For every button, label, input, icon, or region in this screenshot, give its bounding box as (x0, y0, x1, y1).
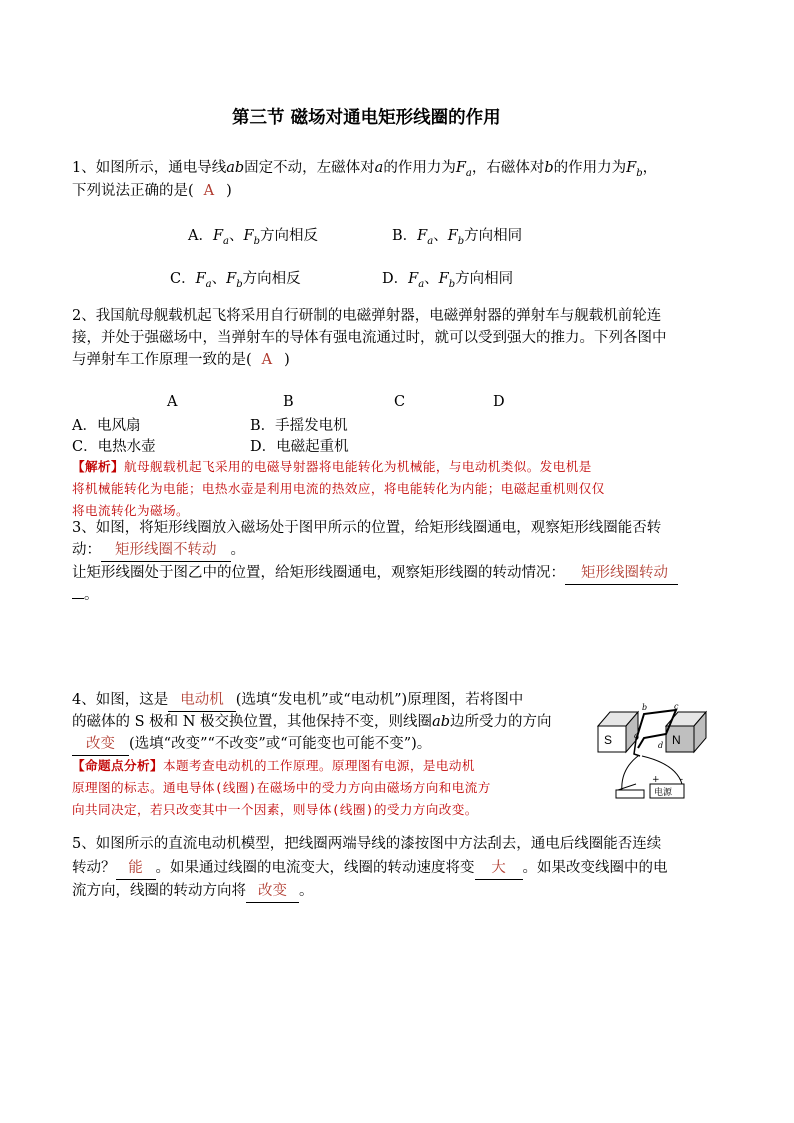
coil-label-b: b (642, 703, 648, 712)
q4-analysis-3: 向共同决定，若只改变其中一个因素，则导体(线圈)的受力方向改变。 (72, 802, 478, 817)
q1-stem-line2: 下列说法正确的是( A ) (72, 183, 232, 199)
page-title: 第三节 磁场对通电矩形线圈的作用 (232, 108, 501, 128)
q2-analysis-1: 【解析】航母舰载机起飞采用的电磁导射器将电能转化为机械能，与电动机类似。发电机是 (72, 459, 592, 474)
q2-line-1: 2、我国航母舰载机起飞将采用自行研制的电磁弹射器，电磁弹射器的弹射车与舰载机前轮连 (72, 308, 662, 324)
magnet-n-label: N (672, 733, 681, 747)
q3-answer-2: 矩形线圈转动 (565, 563, 678, 585)
q5-line-2: 转动？ 能 。如果通过线圈的电流变大，线圈的转动速度将变 大 。如果改变线圈中的电 (72, 858, 668, 880)
q2-analysis-3: 将电流转化为磁场。 (72, 503, 189, 518)
motor-diagram (596, 700, 712, 808)
q1-stem: 1、如图所示，通电导线ab固定不动，左磁体对a的作用力为$F_a$，右磁体对b的作用力为$F_b$， (72, 160, 658, 179)
coil-label-d: d (658, 741, 664, 750)
q4-analysis-2: 原理图的标志。通电导体(线圈)在磁场中的受力方向由磁场方向和电流方 (72, 780, 491, 795)
q2-line-3: 与弹射车工作原理一致的是( A ) (72, 352, 290, 368)
q3-answer-1: 矩形线圈不转动 (101, 540, 231, 562)
q2-fig-label-c: C (394, 394, 406, 410)
q5-answer-1: 能 (116, 858, 156, 880)
q1-option-c: C．$F_a$、$F_b$方向相反 (170, 271, 301, 290)
q5-line-3: 流方向，线圈的转动方向将 改变 。 (72, 881, 314, 903)
q2-option-c: C．电热水壶 (72, 439, 156, 455)
power-plus: + (652, 775, 660, 785)
q2-fig-label-a: A (167, 394, 178, 410)
q4-line-2: 的磁体的 S 极和 N 极交换位置，其他保持不变，则线圈ab边所受力的方向 (72, 714, 552, 730)
q3-line-4: 。 (72, 585, 99, 606)
q2-line-2: 接，并处于强磁场中，当弹射车的导体有强电流通过时，就可以受到强大的推力。下列各图中 (72, 330, 667, 346)
power-minus: - (680, 775, 684, 785)
magnet-s-label: S (604, 733, 613, 747)
q5-answer-2: 大 (475, 858, 523, 880)
q3-line-3: 让矩形线圈处于图乙中的位置，给矩形线圈通电，观察矩形线圈的转动情况： 矩形线圈转动 (72, 563, 678, 585)
q4-answer-1: 电动机 (168, 690, 236, 712)
q2-answer: A (261, 352, 273, 368)
switch-icon (616, 790, 644, 798)
q1-answer: A (203, 183, 215, 199)
q4-line-3: 改变 (选填“改变”“不改变”或“可能变也可能不变”)。 (72, 734, 431, 756)
q2-analysis-2: 将机械能转化为电能；电热水壶是利用电流的热效应，将电能转化为内能；电磁起重机则仅仅 (72, 481, 605, 496)
q2-option-d: D．电磁起重机 (250, 439, 349, 455)
q5-line-1: 5、如图所示的直流电动机模型，把线圈两端导线的漆按图中方法刮去，通电后线圈能否连续 (72, 836, 662, 852)
q5-answer-3: 改变 (246, 881, 299, 903)
power-label: 电源 (654, 788, 673, 798)
q1-option-b: B．$F_a$、$F_b$方向相同 (392, 228, 523, 247)
q2-fig-label-b: B (283, 394, 294, 410)
q2-fig-label-d: D (493, 394, 505, 410)
q4-analysis-1: 【命题点分析】本题考查电动机的工作原理。原理图有电源，是电动机 (72, 758, 475, 773)
q4-answer-2: 改变 (72, 734, 129, 756)
q3-line-2: 动： 矩形线圈不转动 。 (72, 540, 245, 562)
coil-label-c: c (674, 702, 679, 711)
q2-option-b: B．手摇发电机 (250, 418, 348, 434)
coil-label-a: a (634, 731, 639, 740)
q3-line-1: 3、如图，将矩形线圈放入磁场处于图甲所示的位置，给矩形线圈通电，观察矩形线圈能否转 (72, 520, 662, 536)
q1-option-a: A．$F_a$、$F_b$方向相反 (188, 228, 318, 247)
q2-option-a: A．电风扇 (72, 418, 141, 434)
q4-line-1: 4、如图，这是 电动机 (选填“发电机”或“电动机”)原理图，若将图中 (72, 690, 523, 712)
q1-option-d: D．$F_a$、$F_b$方向相同 (382, 271, 514, 290)
